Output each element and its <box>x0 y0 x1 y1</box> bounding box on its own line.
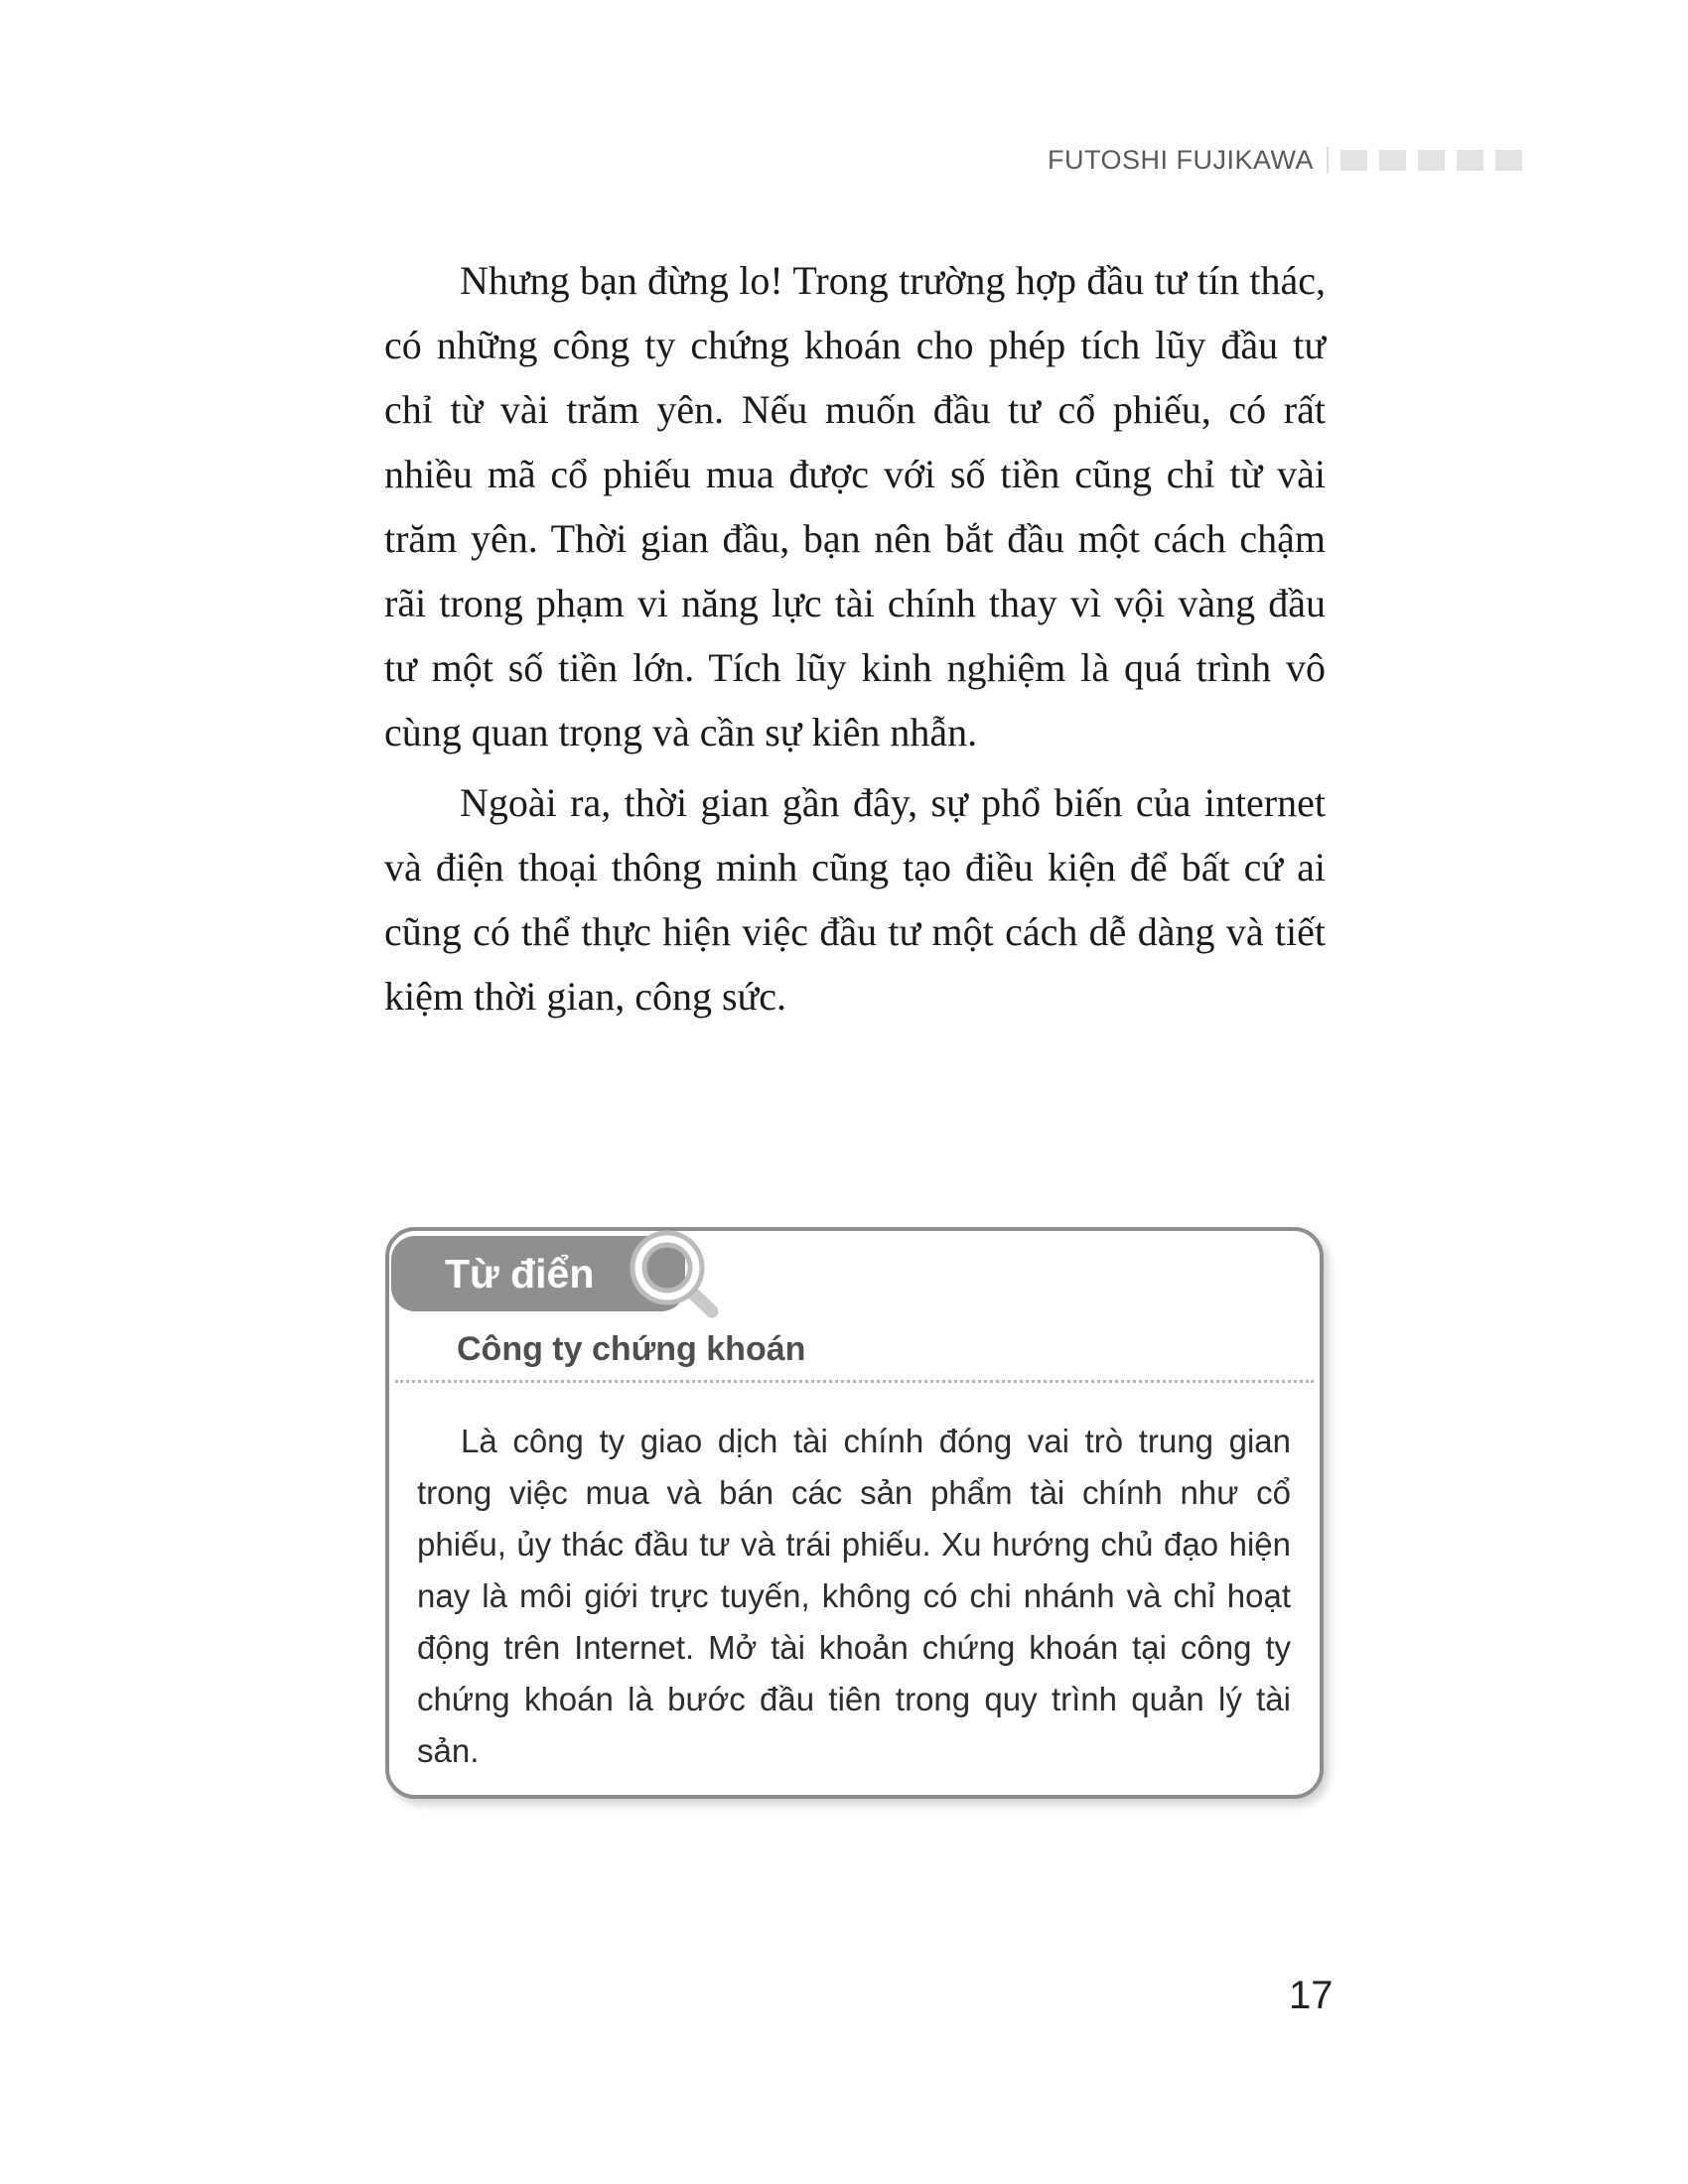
dictionary-term: Công ty chứng khoán <box>457 1330 806 1368</box>
dotted-divider <box>395 1380 1314 1383</box>
page-header <box>1048 143 1522 177</box>
decor-square <box>1418 150 1445 171</box>
author-name: FUTOSHI FUJIKAWA <box>1047 144 1314 175</box>
dictionary-definition: Là công ty giao dịch tài chính đóng vai trò trung gian trong việc mua và bán các sản phẩm tài chính như cổ phiếu, ủy thác đầu tư và trái phiếu. Xu hướng chủ đạo hiện nay là môi giới trực tuyến, không có chi nhánh và chỉ hoạt động trên Internet. Mở tài khoản chứng khoán tại công ty chứng khoán là bước đầu tiên trong quy trình quản lý tài sản. <box>417 1423 1291 1769</box>
body-text <box>384 248 1326 1028</box>
header-divider <box>1327 147 1329 173</box>
magnifier-icon <box>606 1206 735 1335</box>
decor-square <box>1340 150 1367 171</box>
decor-squares <box>1340 150 1522 171</box>
paragraph: Ngoài ra, thời gian gần đây, sự phổ biến của internet và điện thoại thông minh cũng tạo điều kiện để bất cứ ai cũng có thể thực hiện việc đầu tư một cách dễ dàng và tiết kiệm thời gian, công sức. <box>384 780 1326 1019</box>
paragraph: Nhưng bạn đừng lo! Trong trường hợp đầu tư tín thác, có những công ty chứng khoán cho phép tích lũy đầu tư chỉ từ vài trăm yên. Nếu muốn đầu tư cổ phiếu, có rất nhiều mã cổ phiếu mua được với số tiền cũng chỉ từ vài trăm yên. Thời gian đầu, bạn nên bắt đầu một cách chậm rãi trong phạm vi năng lực tài chính thay vì vội vàng đầu tư một số tiền lớn. Tích lũy kinh nghiệm là quá trình vô cùng quan trọng và cần sự kiên nhẫn. <box>384 258 1326 754</box>
decor-square <box>1379 150 1406 171</box>
dictionary-tab-label: Từ điển <box>445 1251 595 1297</box>
decor-square <box>1495 150 1522 171</box>
page-number: 17 <box>1289 1974 1334 2017</box>
dictionary-box <box>385 1227 1324 1799</box>
decor-square <box>1457 150 1483 171</box>
